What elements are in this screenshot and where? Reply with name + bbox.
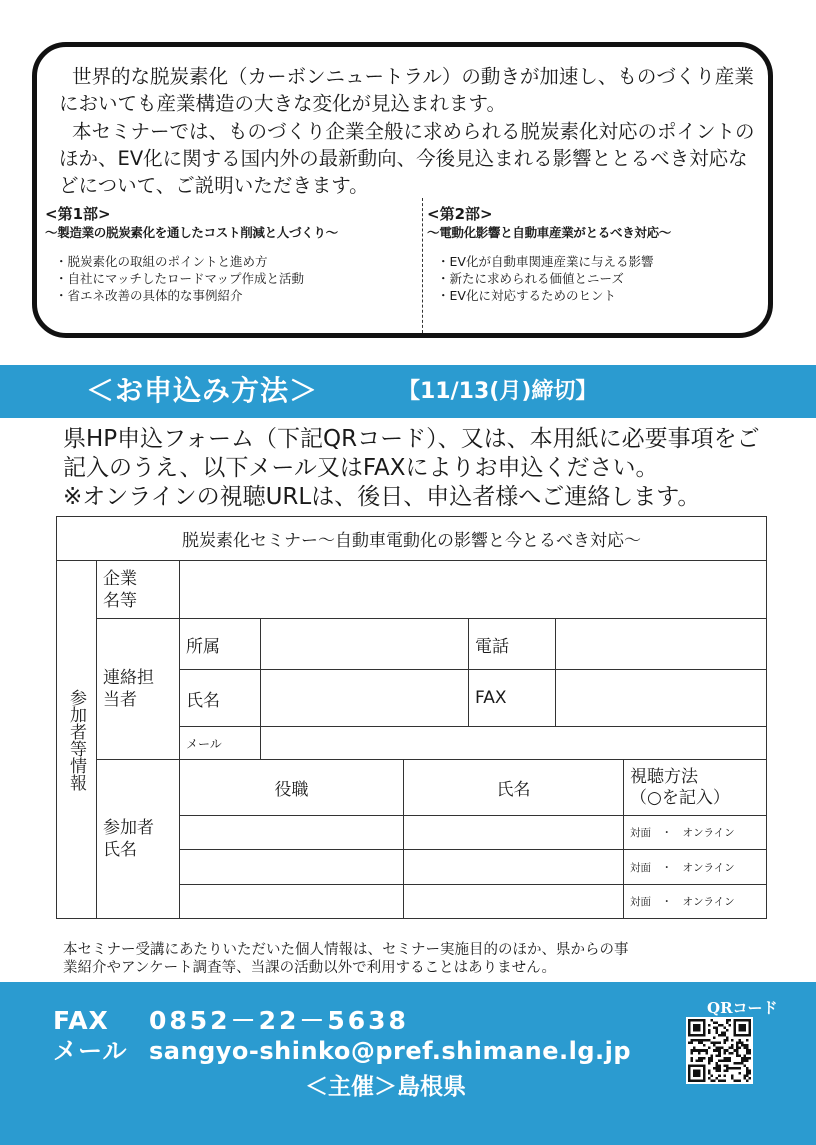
part1-section bbox=[45, 205, 420, 304]
intro-paragraph-2: 本セミナーでは、ものづくり企業全般に求められる脱炭素化対応のポイントのほか、EV化に関する国内外の最新動向、今後見込まれる影響ととるべき対応などについて、ご説明いただきます。 bbox=[59, 120, 755, 197]
method-options[interactable]: 対面 ・ オンライン bbox=[624, 885, 767, 919]
participant-position-field[interactable] bbox=[180, 885, 404, 919]
participant-label-text: 参加者氏名 bbox=[103, 818, 154, 860]
affiliation-field[interactable] bbox=[261, 619, 469, 670]
method-header-line2: （○を記入） bbox=[630, 787, 730, 808]
affiliation-label: 所属 bbox=[180, 619, 261, 670]
part1-list bbox=[55, 253, 420, 304]
phone-label: 電話 bbox=[469, 619, 556, 670]
instruction-line: ※オンラインの視聴URLは、後日、申込者様へご連絡します。 bbox=[63, 484, 701, 510]
part1-title: <第1部> bbox=[45, 205, 111, 223]
instruction-line: 記入のうえ、以下メール又はFAXによりお申込ください。 bbox=[63, 455, 659, 481]
mail-address[interactable]: sangyo-shinko@pref.shimane.lg.jp bbox=[149, 1037, 632, 1065]
mail-label: メール bbox=[180, 727, 261, 760]
registration-form bbox=[56, 516, 767, 919]
part1-subtitle: ～製造業の脱炭素化を通したコスト削減と人づくり～ bbox=[45, 225, 338, 240]
mail-line bbox=[53, 1036, 632, 1066]
fax-line bbox=[53, 1006, 409, 1036]
mail-field[interactable] bbox=[261, 727, 767, 760]
list-item: ・自社にマッチしたロードマップ作成と活動 bbox=[55, 271, 305, 286]
form-title: 脱炭素化セミナー～自動車電動化の影響と今とるべき対応～ bbox=[57, 517, 767, 561]
sponsor: ＜主催＞島根県 bbox=[305, 1074, 466, 1100]
fax-field[interactable] bbox=[556, 670, 767, 727]
participant-label bbox=[97, 760, 180, 919]
part2-subtitle: ～電動化影響と自動車産業がとるべき対応～ bbox=[427, 225, 672, 240]
participant-position-field[interactable] bbox=[180, 816, 404, 850]
part-divider bbox=[422, 198, 423, 333]
intro-paragraph-1: 世界的な脱炭素化（カーボンニュートラル）の動きが加速し、ものづくり産業においても産業構造の大きな変化が見込まれます。 bbox=[59, 65, 754, 115]
privacy-notice bbox=[63, 941, 783, 977]
list-item: ・脱炭素化の取組のポイントと進め方 bbox=[55, 254, 268, 269]
participant-name-field[interactable] bbox=[404, 850, 624, 885]
qr-code-graphic bbox=[688, 1019, 751, 1082]
contact-name-field[interactable] bbox=[261, 670, 469, 727]
contact-label-text: 連絡担当者 bbox=[103, 668, 154, 710]
privacy-line: 業紹介やアンケート調査等、当課の活動以外で利用することはありません。 bbox=[63, 960, 556, 976]
section-label-text: 参加者等情報 bbox=[66, 688, 86, 791]
company-label-text: 企業名等 bbox=[103, 568, 137, 611]
list-item: ・EV化が自動車関連産業に与える影響 bbox=[437, 254, 654, 269]
list-item: ・EV化に対応するためのヒント bbox=[437, 288, 616, 303]
part2-title: <第2部> bbox=[427, 205, 493, 223]
apply-instructions bbox=[63, 425, 783, 512]
method-header-line1: 視聴方法 bbox=[630, 766, 698, 787]
fax-label: FAX bbox=[469, 670, 556, 727]
contact-band bbox=[0, 982, 816, 1145]
part2-list bbox=[437, 253, 767, 304]
section-label bbox=[57, 561, 97, 919]
method-options[interactable]: 対面 ・ オンライン bbox=[624, 816, 767, 850]
company-label bbox=[97, 561, 180, 619]
contact-label bbox=[97, 619, 180, 760]
qr-code-icon[interactable] bbox=[686, 1017, 753, 1084]
mail-line-label: メール bbox=[53, 1037, 128, 1065]
qr-label: QRコード bbox=[707, 999, 778, 1017]
contact-name-label: 氏名 bbox=[180, 670, 261, 727]
instruction-line: 県HP申込フォーム（下記QRコード）、又は、本用紙に必要事項をご bbox=[63, 426, 760, 452]
phone-field[interactable] bbox=[556, 619, 767, 670]
participant-position-field[interactable] bbox=[180, 850, 404, 885]
apply-header-band bbox=[0, 365, 816, 418]
participant-name-field[interactable] bbox=[404, 885, 624, 919]
participant-name-header: 氏名 bbox=[404, 760, 624, 816]
apply-title: ＜お申込み方法＞ bbox=[86, 374, 319, 407]
part2-section bbox=[427, 205, 767, 304]
list-item: ・新たに求められる価値とニーズ bbox=[437, 271, 624, 286]
company-field[interactable] bbox=[180, 561, 767, 619]
fax-number: 0852－22－5638 bbox=[149, 1006, 409, 1035]
privacy-line: 本セミナー受講にあたりいただいた個人情報は、セミナー実施目的のほか、県からの事 bbox=[63, 942, 629, 958]
intro-box bbox=[32, 42, 773, 338]
method-header bbox=[624, 760, 767, 816]
apply-deadline: 【11/13(月)締切】 bbox=[398, 379, 598, 404]
position-header: 役職 bbox=[180, 760, 404, 816]
list-item: ・省エネ改善の具体的な事例紹介 bbox=[55, 288, 243, 303]
fax-line-label: FAX bbox=[53, 1006, 109, 1035]
participant-name-field[interactable] bbox=[404, 816, 624, 850]
method-options[interactable]: 対面 ・ オンライン bbox=[624, 850, 767, 885]
